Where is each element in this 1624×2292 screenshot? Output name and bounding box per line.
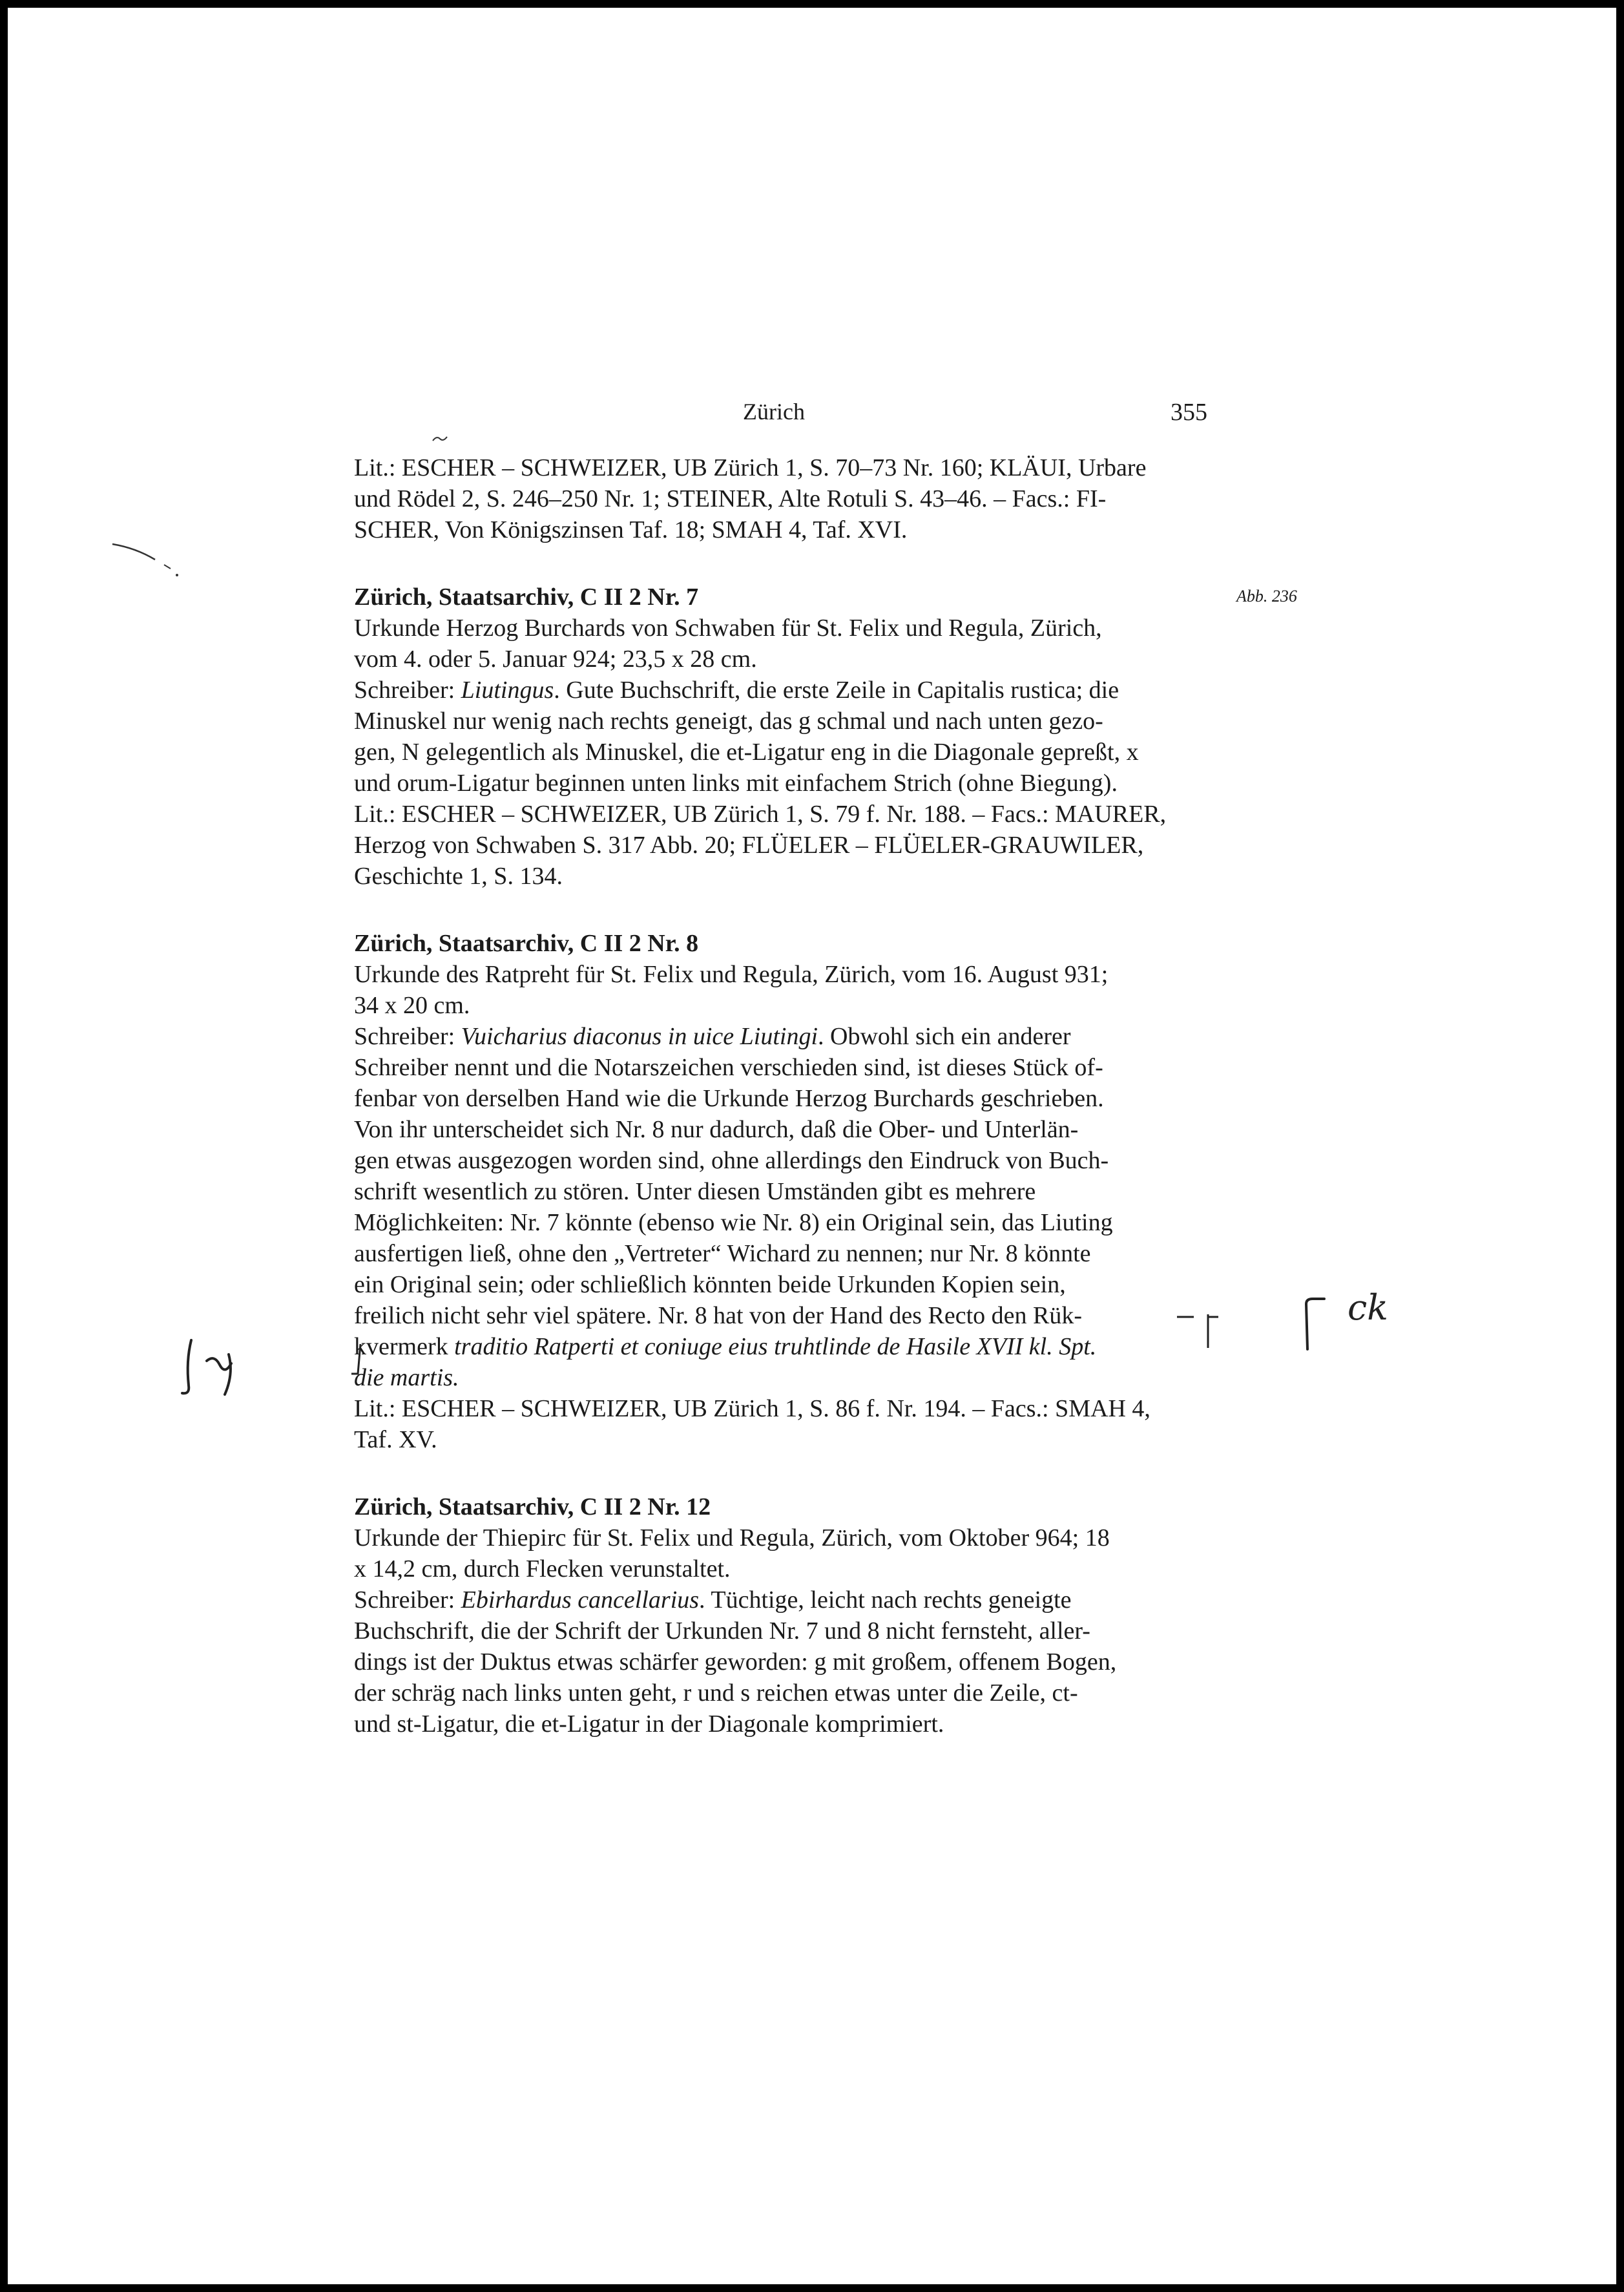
scribe-label: Schreiber: [354,1023,461,1050]
entry-heading-nr8: Zürich, Staatsarchiv, C II 2 Nr. 8 [354,930,699,957]
scribe-name: Ebirhardus cancellarius [461,1586,700,1614]
nr8-scribe-line [354,1021,1225,1052]
nr7-line: gen, N gelegentlich als Minuskel, die et-Ligatur eng in die Diagonale gepreßt, x [354,739,1139,766]
intro-line-2: und Rödel 2, S. 246–250 Nr. 1; STEINER, Alte Rotuli S. 43–46. – Facs.: FI- [354,485,1107,512]
scribe-text: . Tüchtige, leicht nach rechts geneigte [699,1586,1072,1614]
nr8-line: 34 x 20 cm. [354,992,470,1019]
nr8-line: ausfertigen ließ, ohne den „Vertreter“ Wichard zu nennen; nur Nr. 8 könnte [354,1240,1091,1267]
nr7-line: Geschichte 1, S. 134. [354,863,563,890]
intro-line-1: Lit.: ESCHER – SCHWEIZER, UB Zürich 1, S. 70–73 Nr. 160; KLÄUI, Urbare [354,454,1147,481]
scribe-name: Liutingus [461,677,554,704]
nr7-line: Lit.: ESCHER – SCHWEIZER, UB Zürich 1, S. 79 f. Nr. 188. – Facs.: MAURER, [354,801,1167,828]
dorsal-note: traditio Ratperti et coniuge eius truhtlinde de Hasile XVII kl. Spt. [454,1333,1097,1360]
nr8-dorsal-note-line [354,1331,1225,1362]
nr8-line: Lit.: ESCHER – SCHWEIZER, UB Zürich 1, S. 86 f. Nr. 194. – Facs.: SMAH 4, [354,1395,1150,1422]
running-head: Zürich [743,399,805,425]
nr8-line: fenbar von derselben Hand wie die Urkunde Herzog Burchards geschrieben. [354,1085,1104,1112]
nr8-line: ein Original sein; oder schließlich könnten beide Urkunden Kopien sein, [354,1271,1066,1298]
nr7-line: und orum-Ligatur beginnen unten links mit einfachem Strich (ohne Biegung). [354,770,1118,797]
scribe-text: . Gute Buchschrift, die erste Zeile in Capitalis rustica; die [554,677,1119,704]
nr8-line: freilich nicht sehr viel spätere. Nr. 8 hat von der Hand des Recto den Rük- [354,1302,1082,1329]
nr7-line: Urkunde Herzog Burchards von Schwaben für St. Felix und Regula, Zürich, [354,615,1102,642]
handwritten-correction-right-icon [1298,1292,1350,1351]
nr8-line: Von ihr unterscheidet sich Nr. 8 nur dadurch, daß die Ober- und Unterlän- [354,1116,1079,1143]
main-text [354,452,1225,1740]
nr12-line: x 14,2 cm, durch Flecken verunstaltet. [354,1555,731,1582]
scribe-text: . Obwohl sich ein anderer [818,1023,1071,1050]
stray-mark-top [432,434,448,443]
page-number: 355 [1171,399,1207,426]
scribe-label: Schreiber: [354,1586,461,1614]
nr7-line: Herzog von Schwaben S. 317 Abb. 20; FLÜELER – FLÜELER-GRAUWILER, [354,832,1144,859]
nr8-line: die martis. [354,1364,459,1391]
nr12-line: Urkunde der Thiepirc für St. Felix und Regula, Zürich, vom Oktober 964; 18 [354,1524,1110,1551]
scribe-name: Vuicharius diaconus in uice Liutingi [461,1023,818,1050]
nr12-scribe-line [354,1584,1225,1615]
handwritten-correction-right-text: ck [1348,1287,1388,1328]
handwritten-correction-left-icon [167,1335,251,1400]
nr8-line: Möglichkeiten: Nr. 7 könnte (ebenso wie Nr. 8) ein Original sein, das Liuting [354,1209,1113,1236]
scribe-label: Schreiber: [354,677,461,704]
nr12-line: Buchschrift, die der Schrift der Urkunden Nr. 7 und 8 nicht fernsteht, aller- [354,1617,1090,1645]
nr8-line: schrift wesentlich zu stören. Unter diesen Umständen gibt es mehrere [354,1178,1036,1205]
nr8-line: gen etwas ausgezogen worden sind, ohne allerdings den Eindruck von Buch- [354,1147,1109,1174]
nr8-line: Schreiber nennt und die Notarszeichen verschieden sind, ist dieses Stück of- [354,1054,1103,1081]
nr7-scribe-line [354,675,1225,706]
inline-proof-mark-icon [349,1341,368,1380]
nr8-line: Taf. XV. [354,1426,437,1453]
entry-heading-nr7: Zürich, Staatsarchiv, C II 2 Nr. 7 [354,584,699,611]
entry-heading-nr12: Zürich, Staatsarchiv, C II 2 Nr. 12 [354,1493,711,1520]
intro-line-3: SCHER, Von Königszinsen Taf. 18; SMAH 4, Taf. XVI. [354,516,908,543]
stray-mark-left [110,534,181,579]
underline-mark-icon [1176,1314,1195,1319]
nr12-line: der schräg nach links unten geht, r und s reichen etwas unter die Zeile, ct- [354,1679,1078,1707]
margin-figure-reference: Abb. 236 [1236,587,1297,605]
nr8-line: Urkunde des Ratpreht für St. Felix und Regula, Zürich, vom 16. August 931; [354,961,1109,988]
nr12-line: und st-Ligatur, die et-Ligatur in der Diagonale komprimiert. [354,1710,944,1738]
dorsal-label: kvermerk [354,1333,455,1360]
nr7-line: Minuskel nur wenig nach rechts geneigt, das g schmal und nach unten gezo- [354,708,1103,735]
nr12-line: dings ist der Duktus etwas schärfer geworden: g mit großem, offenem Bogen, [354,1648,1117,1676]
nr7-line: vom 4. oder 5. Januar 924; 23,5 x 28 cm. [354,646,757,673]
inline-proof-mark-icon [1204,1312,1221,1351]
